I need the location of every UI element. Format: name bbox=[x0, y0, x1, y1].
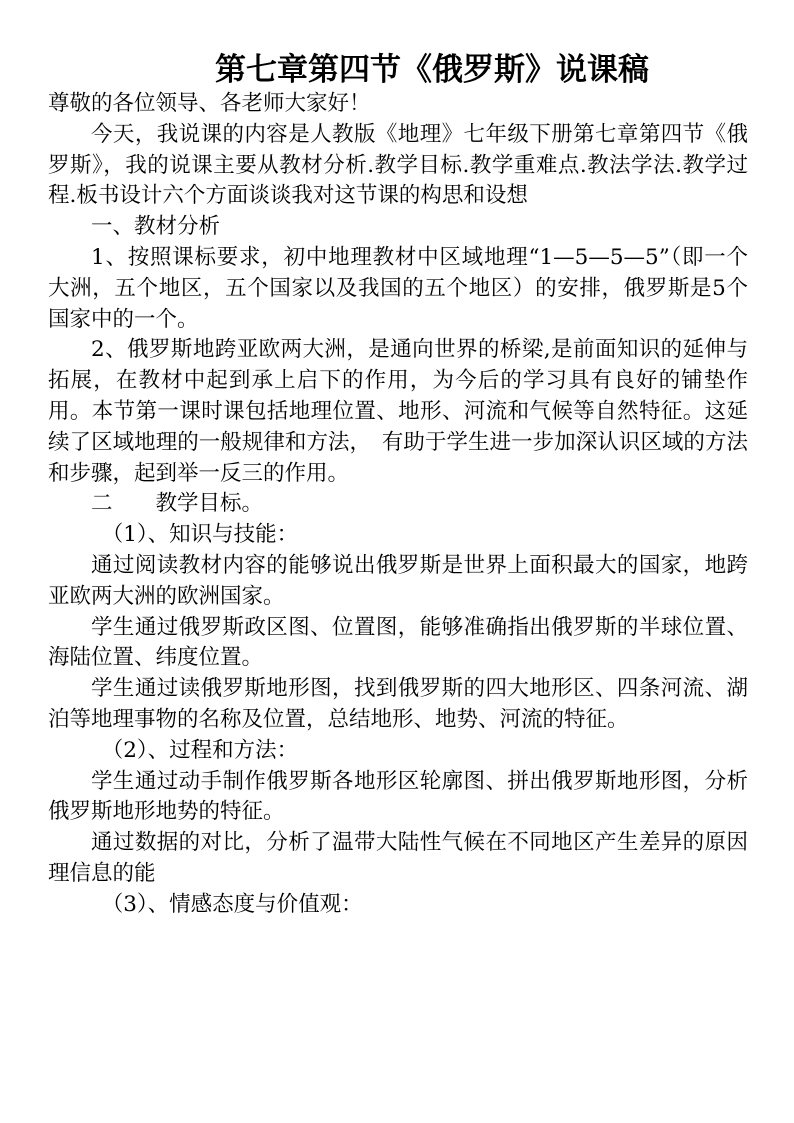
paragraph-textbook-point-1: 1、按照课标要求，初中地理教材中区域地理“1—5—5—5”（即一个大洲，五个地区，五个国家以及我国的五个地区）的安排，俄罗斯是5个国家中的一个。 bbox=[48, 244, 748, 332]
paragraph-process-1: 学生通过动手制作俄罗斯各地形区轮廓图、拼出俄罗斯地形图，分析俄罗斯地形地势的特征。 bbox=[48, 768, 748, 825]
intro-paragraph: 今天，我说课的内容是人教版《地理》七年级下册第七章第四节《俄罗斯》，我的说课主要从教材分析.教学目标.教学重难点.教法学法.教学过程.板书设计六个方面谈谈我对这节课的构思和设想 bbox=[48, 121, 748, 209]
paragraph-knowledge-3: 学生通过读俄罗斯地形图，找到俄罗斯的四大地形区、四条河流、湖泊等地理事物的名称及位置，总结地形、地势、河流的特征。 bbox=[48, 676, 748, 732]
section-heading-textbook-analysis: 一、教材分析 bbox=[91, 214, 221, 240]
greeting-paragraph: 尊敬的各位领导、各老师大家好！ bbox=[48, 91, 371, 116]
paragraph-knowledge-2: 学生通过俄罗斯政区图、位置图，能够准确指出俄罗斯的半球位置、海陆位置、纬度位置。 bbox=[48, 614, 748, 671]
paragraph-textbook-point-2: 2、俄罗斯地跨亚欧两大洲，是通向世界的桥梁,是前面知识的延伸与拓展，在教材中起到承上启下的作用，为今后的学习具有良好的铺垫作用。本节第一课时课包括地理位置、地形、河流和气候等自然特征。这延续了区域地理的一般规律和方法， 有助于学生进一步加深认识区域的方法和步骤，起到举一反三的作用。 bbox=[48, 337, 748, 486]
paragraph-knowledge-1: 通过阅读教材内容的能够说出俄罗斯是世界上面积最大的国家，地跨亚欧两大洲的欧洲国家。 bbox=[48, 552, 748, 609]
subheading-attitude-values: （3）、情感态度与价值观： bbox=[101, 891, 363, 917]
subheading-knowledge-skills: （1）、知识与技能： bbox=[101, 522, 299, 548]
paragraph-process-2: 通过数据的对比，分析了温带大陆性气候在不同地区产生差异的原因理信息的能 bbox=[48, 830, 748, 886]
document-body bbox=[48, 89, 748, 921]
document-title: 第七章第四节《俄罗斯》说课稿 bbox=[215, 52, 649, 88]
subheading-process-methods: （2）、过程和方法： bbox=[101, 737, 299, 763]
section-heading-teaching-goals: 二 教学目标。 bbox=[91, 491, 264, 517]
